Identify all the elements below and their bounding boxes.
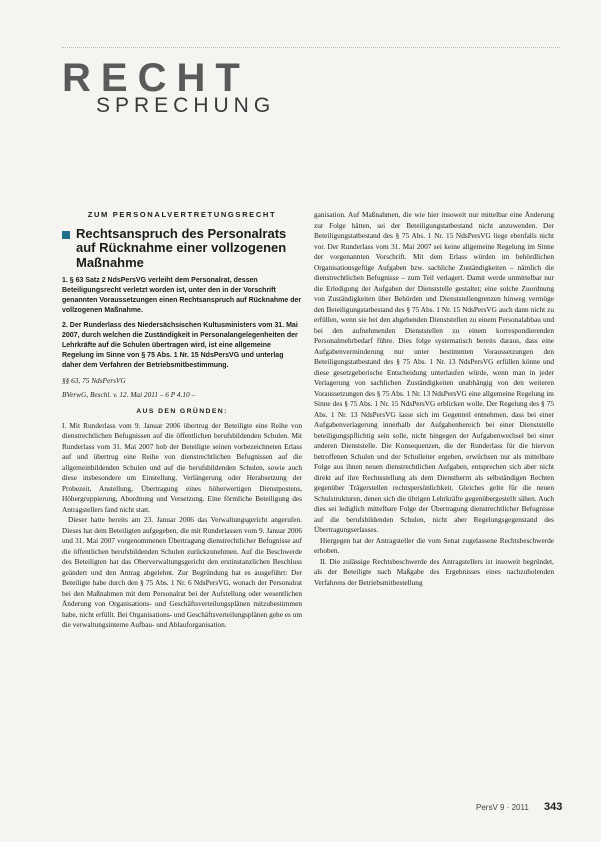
article-title: Rechtsanspruch des Personalrats auf Rücknahme einer vollzogenen Maßnahme: [76, 225, 287, 270]
header-recht: RECHT: [62, 56, 250, 100]
reasons-heading: AUS DEN GRÜNDEN:: [136, 408, 228, 415]
body-paragraph: Dieser hatte bereits am 23. Januar 2006 das Verwaltungsgericht angerufen. Dieses hat dem Beteiligten aufgegeben, die mit Runderlassen vom 9. Januar 2006 und 31. Mai 2007 vorgenommenen Übertragung dienstrechtlicher Befugnisse auf die öffentlichen berufsbildenden Schulen zurückzunehmen. Auf die Beschwerde des Beteiligten hat das Oberverwaltungsgericht den erstinstanzlichen Beschluss geändert und den Antrag abgelehnt. Zur Begründung hat es ausgeführt: Der Beteiligte habe durch den § 75 Abs. 1 Nr. 6 NdsPersVG, wonach der Personalrat bei den Maßnahmen mit dem Personalrat bei der Aufstellung oder wesentlichen Änderung von Organisations- und Geschäftsverteilungsplänen mitzubestimmen habe, nicht erfüllt. Bei Organisations- und Geschäftsverteilungsplänen gehe es um die verwaltungsinterne Aufbau- und Ablauforganisation.: [62, 515, 302, 629]
article-title-row: [62, 227, 302, 271]
citation: BVerwG, Beschl. v. 12. Mai 2011 – 6 P 4.10 –: [62, 389, 196, 399]
right-column: [314, 210, 554, 588]
leitsatz-1: 1. § 63 Satz 2 NdsPersVG verleiht dem Personalrat, dessen Beteiligungsrecht verletzt worden ist, unter den in der Vorschrift genannten Voraussetzungen einen Rechtsanspruch auf Rücknahme der vollzogenen Maßnahme.: [62, 277, 302, 314]
body-paragraph: II. Die zulässige Rechtsbeschwerde des Antragstellers ist insoweit begründet, als der Beteiligte nach Maßgabe des Ergebnisses eines nachzuholenden Verfahrens der Betriebsmitbestellung: [314, 556, 554, 587]
left-column: [62, 210, 302, 631]
norms: §§ 63, 75 NdsPersVG: [62, 376, 126, 385]
body-paragraph: ganisation. Auf Maßnahmen, die wie hier insoweit nur mittelbar eine Änderung zur Folge hätten, sei der Beteiligungstatbestand nicht anzuwenden. Der Beteiligungstatbestand des § 75 Abs. 1 Nr. 15 NdsPersVG liege ebenfalls nicht vor. Der Runderlass vom 31. Mai 2007 sei keine allgemeine Regelung im Sinne der vorgenannten Vorschrift. Mit dem Erlass würden im behördlichen Organisationsgefüge Aufgaben bzw. sachliche Zuständigkeiten – nämlich die dienstrechtlichen Befugnisse – zum Teil verlagert. Damit werde unmittelbar nur die Erledigung der Aufgaben der Dienststelle gestaltet; eine solche Zuordnung von Zuständigkeiten über Behörden und Dienststellengrenzen hinweg vermöge den Beteiligungstatbestand des § 75 Abs. 1 Nr. 15 NdsPersVG auch dann nicht zu erfüllen, wenn sie bei den abgebenden Dienststellen zu einem Personalabbau und bei den aufnehmenden Dienststellen zu einem korrespondierenden Personalmehrbedarf führe. Dies folge systematisch bereits daraus, dass eine Aufgabenverminderung nur unter bestimmten Voraussetzungen den Beteiligungstatbestand des § 75 Abs. 1 Nr. 13 NdsPersVG erfüllen könne und diese gesetzgeberische Entscheidung unterlaufen würde, wenn man in jeder Verlagerung von sachlichen Zuständigkeiten unabhängig von den weiteren Voraussetzungen des § 75 Abs. 1 Nr. 13 NdsPersVG eine allgemeine Regelung im Sinne des § 75 Abs. 1 Nr. 15 NdsPersVG erblicken wolle. Der Regelung des § 75 Abs. 1 Nr. 13 NdsPersVG lasse sich im Gegenteil entnehmen, dass bei einer Aufgabenverlagerung innerhalb der Aufgabenbereich bei einer Dienststelle beteiligungspflichtig sein solle, nicht hingegen der Aufgabenwechsel bei einer anderen Dienststelle. Die Konsequenzen, die der Runderlass für die hiervon betroffenen Schulen und der Schulleiter ergeben, erwüchsen nur als mittelbare Folge aus ihnen neuen dienstrechtlichen Aufgaben, entsprechen sich aber nicht direkt auf ihre Rechtsstellung als dem Dienstherrn als selbständigen Rechten gegenüber Trägerstellen rechtspersönlichkeit. Gleiches gelte für die neuen Schulstrukturen, denen sich die übrigen Lehrkräfte gegenübergestellt sähen. Auch dies sei lediglich mittelbare Folge der Übertragung dienstrechtlicher Befugnisse auf die berufsbildenden Schulen, nicht aber Regelungsgegenstand des Übertragungserlasses.: [314, 210, 554, 534]
header-rule: [62, 47, 560, 48]
section-heading: ZUM PERSONALVERTRETUNGSRECHT: [87, 210, 277, 219]
body-paragraph: Hiergegen hat der Antragsteller die vom Senat zugelassene Rechtsbeschwerde erhoben.: [314, 535, 554, 555]
leitsatz-2: 2. Der Runderlass des Niedersächsischen Kultusministers vom 31. Mai 2007, durch welchen die Zuständigkeit in Personalangelegenheiten der Lehrkräfte auf die Schulen übertragen wird, ist eine allgemeine Regelung im Sinne von § 75 Abs. 1 Nr. 15 NdsPersVG und unterlag daher dem Verfahren der Betriebsmitbestimmung.: [62, 322, 298, 369]
body-paragraph: I. Mit Runderlass vom 9. Januar 2006 übertrug der Beteiligte eine Reihe von dienstrechtlichen Befugnissen auf die öffentlichen berufsbildenden Schulen. Mit Runderlass vom 31. Mai 2007 hob der Beteiligte seinen vorbezeichneten Erlass auf und übertrug eine Reihe von dienstrechtlichen Befugnissen auf die allgemeinbildenden Schulen und auf die berufsbildenden Schulen, sowie auch diese insbesondere um Einstellung, Verlängerung oder Herabsetzung der Probezeit, Anstellung, Übertragung eines höherwertigen Dienstpostens, Höhergruppierung, Abordnung und Versetzung. Eine förmliche Beteiligung des Antragstellers fand nicht statt.: [62, 420, 302, 514]
header-sprechung: SPRECHUNG: [96, 94, 276, 117]
page-number: 343: [544, 801, 563, 813]
square-bullet-icon: [62, 231, 70, 239]
journal-footer: PersV 9 · 2011: [476, 803, 529, 812]
